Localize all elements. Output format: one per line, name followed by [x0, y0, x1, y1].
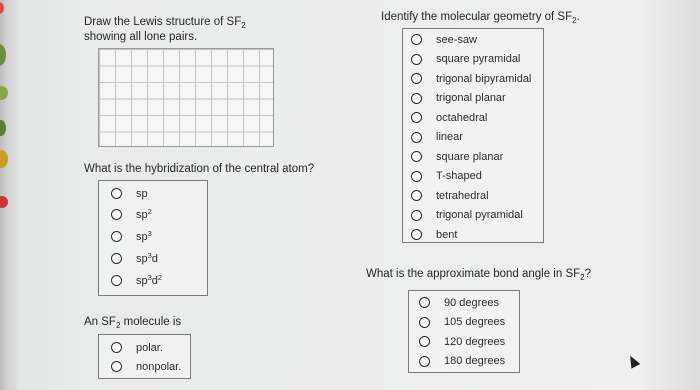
geometry-question-text: Identify the molecular geometry of SF: [381, 11, 573, 23]
option-label: 105 degrees: [444, 316, 506, 328]
polarity-options-box: [98, 334, 191, 379]
geometry-question-text-end: .: [576, 11, 580, 23]
radio-button[interactable]: [411, 73, 422, 84]
radio-button[interactable]: [111, 275, 122, 286]
option-label: square planar: [436, 150, 504, 163]
hybridization-option-sp3d2[interactable]: [111, 271, 162, 290]
radio-button[interactable]: [419, 297, 430, 308]
option-label: trigonal bipyramidal: [436, 72, 532, 85]
bond-angle-question-text: What is the approximate bond angle in SF: [366, 268, 581, 280]
radio-button[interactable]: [411, 210, 422, 221]
radio-button[interactable]: [411, 54, 422, 65]
radio-button[interactable]: [419, 356, 430, 367]
geometry-option[interactable]: [411, 147, 503, 166]
lewis-question-title: [84, 15, 246, 44]
bond-angle-option[interactable]: [419, 332, 505, 351]
radio-button[interactable]: [411, 190, 422, 201]
option-label: 90 degrees: [444, 296, 500, 309]
polarity-question-subscript: 2: [115, 321, 121, 330]
lewis-drawing-grid[interactable]: [98, 48, 274, 147]
background-object: [0, 120, 6, 136]
radio-button[interactable]: [419, 336, 430, 347]
bond-angle-option[interactable]: [419, 313, 505, 332]
option-label: square pyramidal: [436, 53, 521, 65]
option-label: bent: [436, 228, 458, 241]
option-label: polar.: [136, 341, 163, 354]
geometry-option[interactable]: [411, 206, 523, 225]
geometry-option[interactable]: [411, 50, 520, 69]
hybridization-options-box: [98, 180, 208, 296]
radio-button[interactable]: [111, 188, 122, 199]
hybridization-option-sp3d[interactable]: [111, 249, 158, 268]
geometry-option[interactable]: [411, 128, 463, 147]
bond-angle-option[interactable]: [419, 352, 505, 371]
geometry-question-subscript: 2: [572, 16, 577, 25]
option-label: trigonal planar: [436, 92, 506, 104]
bond-angle-option[interactable]: [419, 293, 499, 312]
option-label: linear: [436, 131, 463, 143]
polarity-option-nonpolar[interactable]: [111, 357, 181, 376]
radio-button[interactable]: [411, 34, 422, 45]
option-superscript: 3: [147, 228, 152, 238]
polarity-question-text: An SF: [84, 316, 116, 328]
polarity-question: [84, 315, 181, 330]
geometry-question: [381, 10, 580, 25]
radio-button[interactable]: [111, 361, 122, 372]
background-object: [0, 150, 8, 168]
radio-button[interactable]: [111, 342, 122, 353]
radio-button[interactable]: [111, 253, 122, 264]
option-superscript: 2: [157, 272, 163, 282]
option-superscript: 2: [147, 206, 152, 216]
mouse-cursor-icon: [626, 353, 640, 368]
radio-button[interactable]: [411, 229, 422, 240]
radio-button[interactable]: [419, 317, 430, 328]
background-object: [0, 2, 4, 14]
option-label: sp: [136, 252, 148, 265]
hybridization-question: What is the hybridization of the central atom?: [84, 163, 315, 175]
radio-button[interactable]: [411, 151, 422, 162]
option-label: see-saw: [436, 33, 477, 46]
radio-button[interactable]: [411, 93, 422, 104]
radio-button[interactable]: [411, 132, 422, 143]
geometry-option[interactable]: [411, 186, 489, 205]
option-superscript: 3: [147, 272, 152, 282]
geometry-option[interactable]: [411, 167, 482, 186]
background-object: [0, 86, 8, 100]
radio-button[interactable]: [111, 231, 122, 242]
option-label: nonpolar.: [136, 360, 182, 373]
geometry-options-box: [402, 28, 544, 243]
bond-angle-question-subscript: 2: [580, 273, 585, 282]
option-superscript: 3: [147, 250, 152, 260]
polarity-question-text-end: molecule is: [120, 316, 182, 328]
option-label-tail: d: [151, 274, 158, 287]
geometry-option[interactable]: [411, 69, 531, 88]
option-label: sp: [136, 208, 148, 221]
geometry-option[interactable]: [411, 225, 457, 244]
option-label: 180 degrees: [444, 355, 506, 367]
option-label: sp: [136, 274, 148, 287]
hybridization-option-sp3[interactable]: [111, 227, 152, 246]
bond-angle-question-text-end: ?: [584, 268, 592, 280]
option-label: T-shaped: [436, 170, 482, 182]
radio-button[interactable]: [411, 171, 422, 182]
polarity-option-polar[interactable]: [111, 338, 163, 357]
radio-button[interactable]: [111, 209, 122, 220]
option-label: tetrahedral: [436, 189, 489, 202]
lewis-title-line2: showing all lone pairs.: [84, 31, 198, 43]
bond-angle-question: [366, 267, 591, 282]
option-label: sp: [136, 187, 148, 200]
hybridization-option-sp[interactable]: [111, 184, 148, 203]
geometry-option[interactable]: [411, 108, 487, 127]
background-object: [0, 196, 8, 208]
lewis-title-subscript: 2: [241, 21, 246, 30]
background-object: [0, 44, 6, 66]
option-label-tail: d: [151, 252, 158, 265]
option-label: octahedral: [436, 111, 488, 124]
hybridization-option-sp2[interactable]: [111, 205, 152, 224]
bond-angle-options-box: [408, 290, 520, 373]
lewis-title-text: Draw the Lewis structure of SF: [84, 16, 242, 28]
option-label: 120 degrees: [444, 335, 506, 348]
geometry-option[interactable]: [411, 30, 477, 49]
radio-button[interactable]: [411, 112, 422, 123]
geometry-option[interactable]: [411, 89, 506, 108]
option-label: sp: [136, 230, 148, 243]
option-label: trigonal pyramidal: [436, 209, 523, 221]
